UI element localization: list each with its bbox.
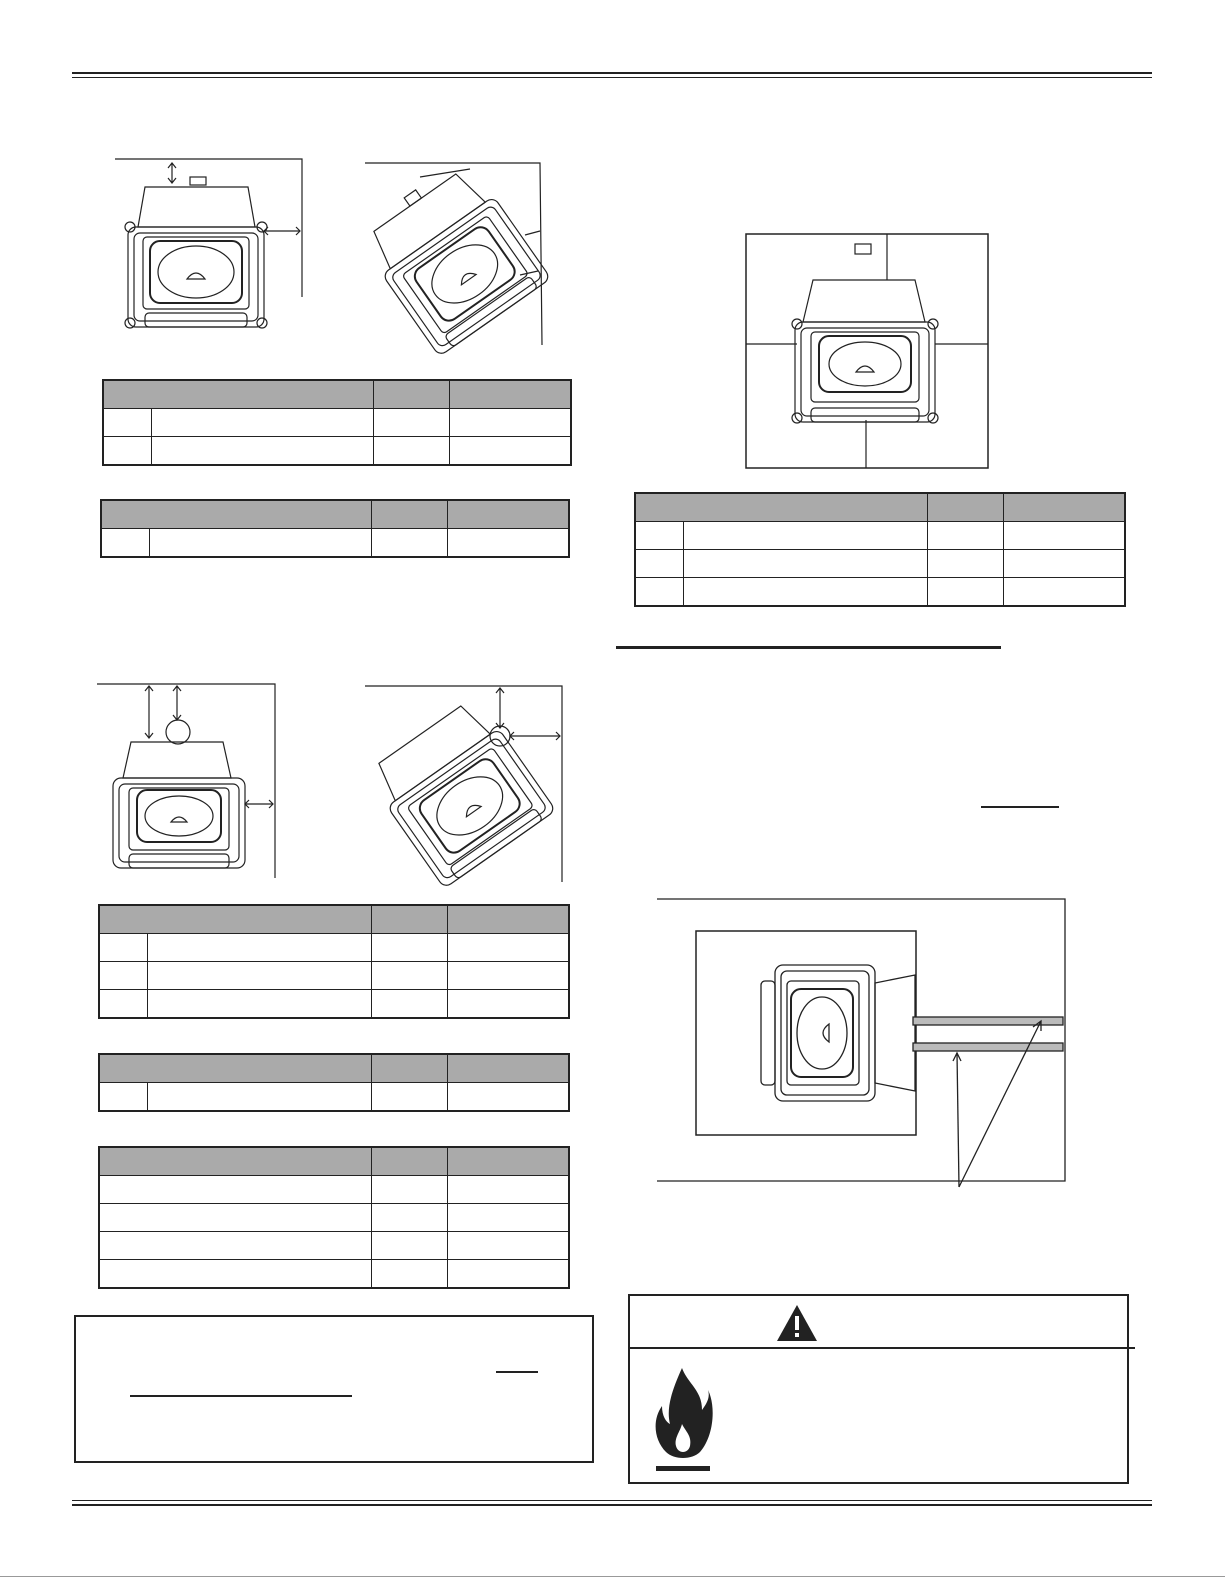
stove-figure-top-left-corner: [360, 155, 550, 350]
table-row: [99, 990, 569, 1019]
table-row: [99, 1232, 569, 1260]
clearance-table-5: [98, 1146, 570, 1289]
footer-rule-bottom: [72, 1504, 1152, 1506]
table-header-row: [99, 1054, 569, 1083]
note-underline-long: [130, 1395, 352, 1397]
footer-rule-top: [72, 1500, 1152, 1501]
table-row: [99, 1083, 569, 1112]
table-header-row: [99, 905, 569, 934]
table-row: [99, 934, 569, 962]
table-row: [635, 550, 1125, 578]
table-header-row: [103, 380, 571, 409]
flame-icon: [652, 1366, 714, 1474]
clearance-table-6: [634, 492, 1126, 607]
stove-figure-top-left: [110, 155, 320, 335]
note-box: [74, 1315, 594, 1463]
table-row: [103, 409, 571, 437]
table-row: [635, 578, 1125, 607]
warning-header-divider: [630, 1347, 1135, 1349]
table-row: [103, 437, 571, 466]
section-text-underline: [981, 806, 1059, 808]
table-row: [99, 1204, 569, 1232]
stove-figure-right-grid: [745, 232, 991, 472]
clearance-table-1: [102, 379, 572, 466]
warning-triangle-icon: [776, 1304, 818, 1342]
warning-box: [628, 1294, 1129, 1484]
table-header-row: [635, 493, 1125, 522]
header-rule-bottom: [72, 77, 1152, 78]
table-row: [99, 962, 569, 990]
note-underline-short: [496, 1371, 538, 1373]
clearance-table-2: [100, 499, 570, 558]
table-row: [99, 1176, 569, 1204]
clearance-table-3: [98, 904, 570, 1019]
page-bottom-line: [0, 1576, 1225, 1577]
clearance-table-4: [98, 1053, 570, 1112]
header-rule-top: [72, 72, 1152, 74]
section-heading-rule: [616, 646, 1001, 649]
table-row: [635, 522, 1125, 550]
table-row: [101, 529, 569, 558]
stove-figure-mid-left-corner: [360, 680, 570, 885]
table-header-row: [101, 500, 569, 529]
stove-figure-alcove: [655, 895, 1070, 1195]
stove-figure-mid-left: [95, 680, 285, 880]
table-row: [99, 1260, 569, 1289]
table-header-row: [99, 1147, 569, 1176]
